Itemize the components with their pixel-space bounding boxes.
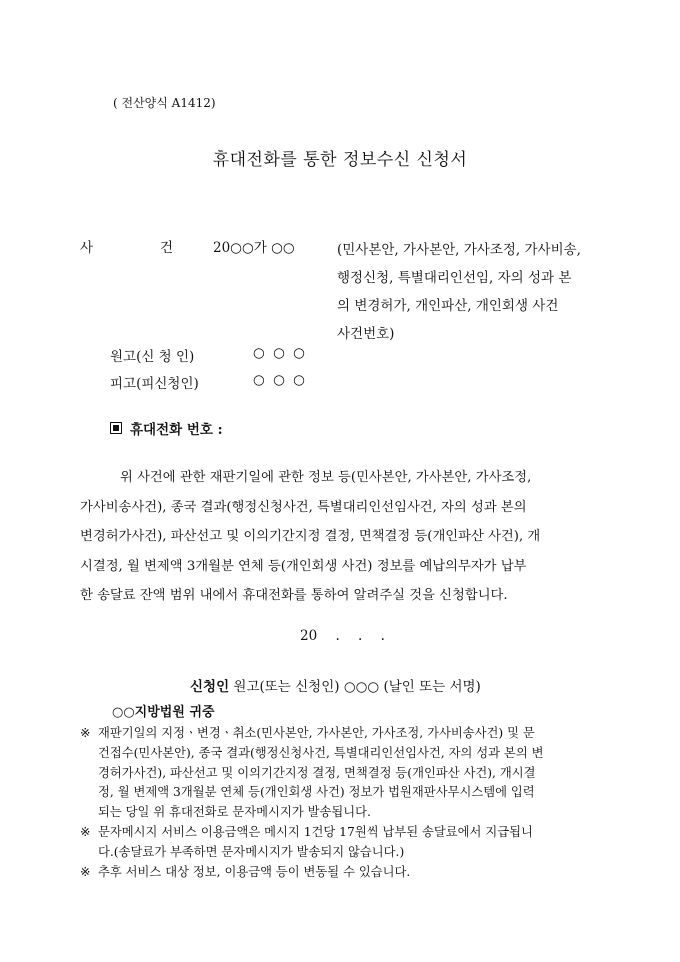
case-description (337, 236, 581, 348)
note-line: 재판기일의 지정ㆍ변경ㆍ취소(민사본안, 가사본안, 가사조정, 가사비송사건) 및 문 (98, 726, 535, 740)
note-line: 경허가사건), 파산선고 및 이의기간지정 결정, 면책결정 등(개인파산 사건), 개시결 (98, 765, 536, 780)
case-desc-line: 행정신청, 특별대리인선임, 자의 성과 본 (337, 270, 572, 286)
checkbox-square-icon (110, 422, 122, 434)
note-item (80, 863, 543, 883)
reference-mark-icon: ※ (80, 726, 91, 740)
court-addressee: ○○지방법원 귀중 (112, 705, 215, 720)
defendant-label: 피고(피신청인) (110, 376, 199, 392)
note-item (80, 724, 543, 823)
paragraph-line: 변경허가사건), 파산선고 및 이의기간지정 결정, 면책결정 등(개인파산 사건), 개 (80, 529, 541, 544)
case-desc-line: 의 변경허가, 개인파산, 개인회생 사건 (337, 298, 559, 314)
document-title: 휴대전화를 통한 정보수신 신청서 (212, 150, 468, 170)
plaintiff-label: 원고(신 청 인) (110, 349, 195, 365)
notes-section (80, 724, 543, 882)
case-label-geon: 건 (160, 240, 174, 256)
note-line: 다.(송달료가 부족하면 문자메시지가 발송되지 않습니다.) (98, 844, 405, 859)
plaintiff-name: ○ ○ ○ (253, 345, 305, 361)
paragraph-line: 시결정, 월 변제액 3개월분 연체 등(개인회생 사건) 정보를 예납의무자가 납부 (80, 558, 527, 574)
case-desc-line: 사건번호) (337, 326, 395, 342)
applicant-label: 신청인 (190, 679, 230, 695)
request-paragraph (80, 463, 625, 611)
case-number: 20○○가 ○○ (213, 240, 295, 256)
phone-number-label: 휴대전화 번호 : (130, 422, 223, 438)
applicant-line (190, 675, 481, 695)
case-desc-line: (민사본안, 가사본안, 가사조정, 가사비송, (337, 242, 581, 258)
case-label-sa: 사 (80, 240, 94, 256)
phone-number-field (110, 418, 223, 438)
note-line: 되는 당일 위 휴대전화로 문자메시지가 발송됩니다. (98, 805, 371, 820)
defendant-name: ○ ○ ○ (253, 372, 305, 388)
note-line: 추후 서비스 대상 정보, 이용금액 등이 변동될 수 있습니다. (98, 864, 411, 879)
reference-mark-icon: ※ (80, 824, 91, 839)
note-line: 건접수(민사본안), 종국 결과(행정신청사건, 특별대리인선임사건, 자의 성과 본의 변 (98, 745, 544, 760)
note-line: 정, 월 변제액 3개월분 연체 등(개인회생 사건) 정보가 법원재판사무시스템에 입력 (98, 785, 535, 800)
note-item (80, 823, 543, 863)
paragraph-line: 가사비송사건), 종국 결과(행정신청사건, 특별대리인선임사건, 자의 성과 본의 (80, 499, 527, 515)
applicant-signature: 원고(또는 신청인) ○○○ (날인 또는 서명) (229, 679, 481, 695)
paragraph-line: 한 송달료 잔액 범위 내에서 휴대전화를 통하여 알려주실 것을 신청합니다. (80, 588, 508, 603)
date-line: 20 . . . (300, 628, 385, 644)
paragraph-line: 위 사건에 관한 재판기일에 관한 정보 등(민사본안, 가사본안, 가사조정, (120, 470, 532, 485)
note-line: 문자메시지 서비스 이용금액은 메시지 1건당 17원씩 납부된 송달료에서 지급됩니 (98, 824, 533, 839)
form-code: ( 전산양식 A1412) (113, 96, 216, 110)
reference-mark-icon: ※ (80, 864, 91, 879)
